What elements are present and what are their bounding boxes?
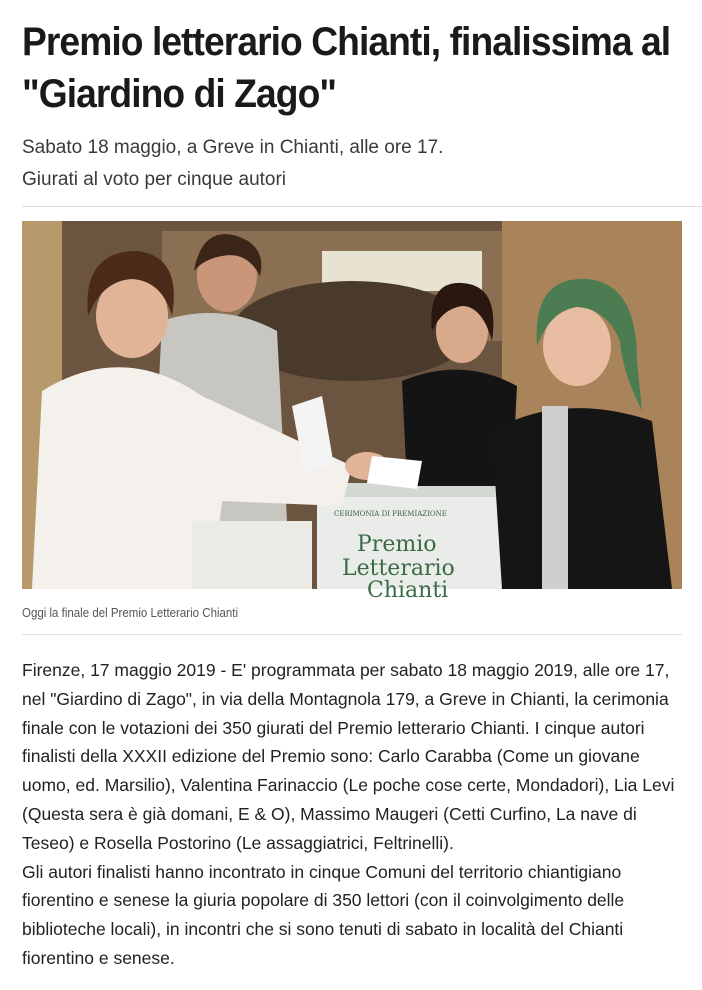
- photo-box-sign-word-3: Chianti: [367, 578, 449, 603]
- paragraph-2: Gli autori finalisti hanno incontrato in cinque Comuni del territorio chiantigiano fiorentino e senese la giuria popolare di 350 lettori (con il coinvolgimento delle biblioteche locali), in incontri che si sono tenuti di sabato in località del Chianti fiorentino e senese.: [22, 861, 625, 968]
- photo-caption: Oggi la finale del Premio Letterario Chianti: [22, 606, 239, 620]
- subtitle: [22, 132, 702, 196]
- article-body: [22, 656, 687, 973]
- photo-box-sign-word-2: Letterario: [342, 556, 455, 581]
- headline: Premio letterario Chianti, finalissima al "Giardino di Zago": [22, 20, 671, 116]
- article: [22, 0, 702, 968]
- article-photo[interactable]: [22, 221, 682, 603]
- photo-papers-stack: [192, 521, 312, 589]
- photo-person-right-scarf: [542, 406, 568, 589]
- subtitle-line-1: Sabato 18 maggio, a Greve in Chianti, alle ore 17.: [22, 137, 444, 158]
- caption-divider: [22, 634, 682, 635]
- photo-person-right-body: [492, 408, 672, 589]
- photo-box-sign-word-1: Premio: [357, 532, 437, 557]
- header-divider: [22, 206, 702, 207]
- paragraph-1: Firenze, 17 maggio 2019 - E' programmata per sabato 18 maggio 2019, alle ore 17, nel "Giardino di Zago", in via della Montagnola 179, a Greve in Chianti, la cerimonia finale con le votazioni dei 350 giurati del Premio letterario Chianti. I cinque autori finalisti della XXXII edizione del Premio sono: Carlo Carabba (Come un giovane uomo, ed. Marsilio), Valentina Farinaccio (Le poche cose certe, Mondadori), Lia Levi (Questa sera è già domani, E & O), Massimo Maugeri (Cetti Curfino, La nave di Teseo) e Rosella Postorino (Le assaggiatrici, Feltrinelli).: [22, 660, 675, 853]
- subtitle-line-2: Giurati al voto per cinque autori: [22, 169, 287, 190]
- photo-box-sign-line-1: CERIMONIA DI PREMIAZIONE: [334, 510, 447, 518]
